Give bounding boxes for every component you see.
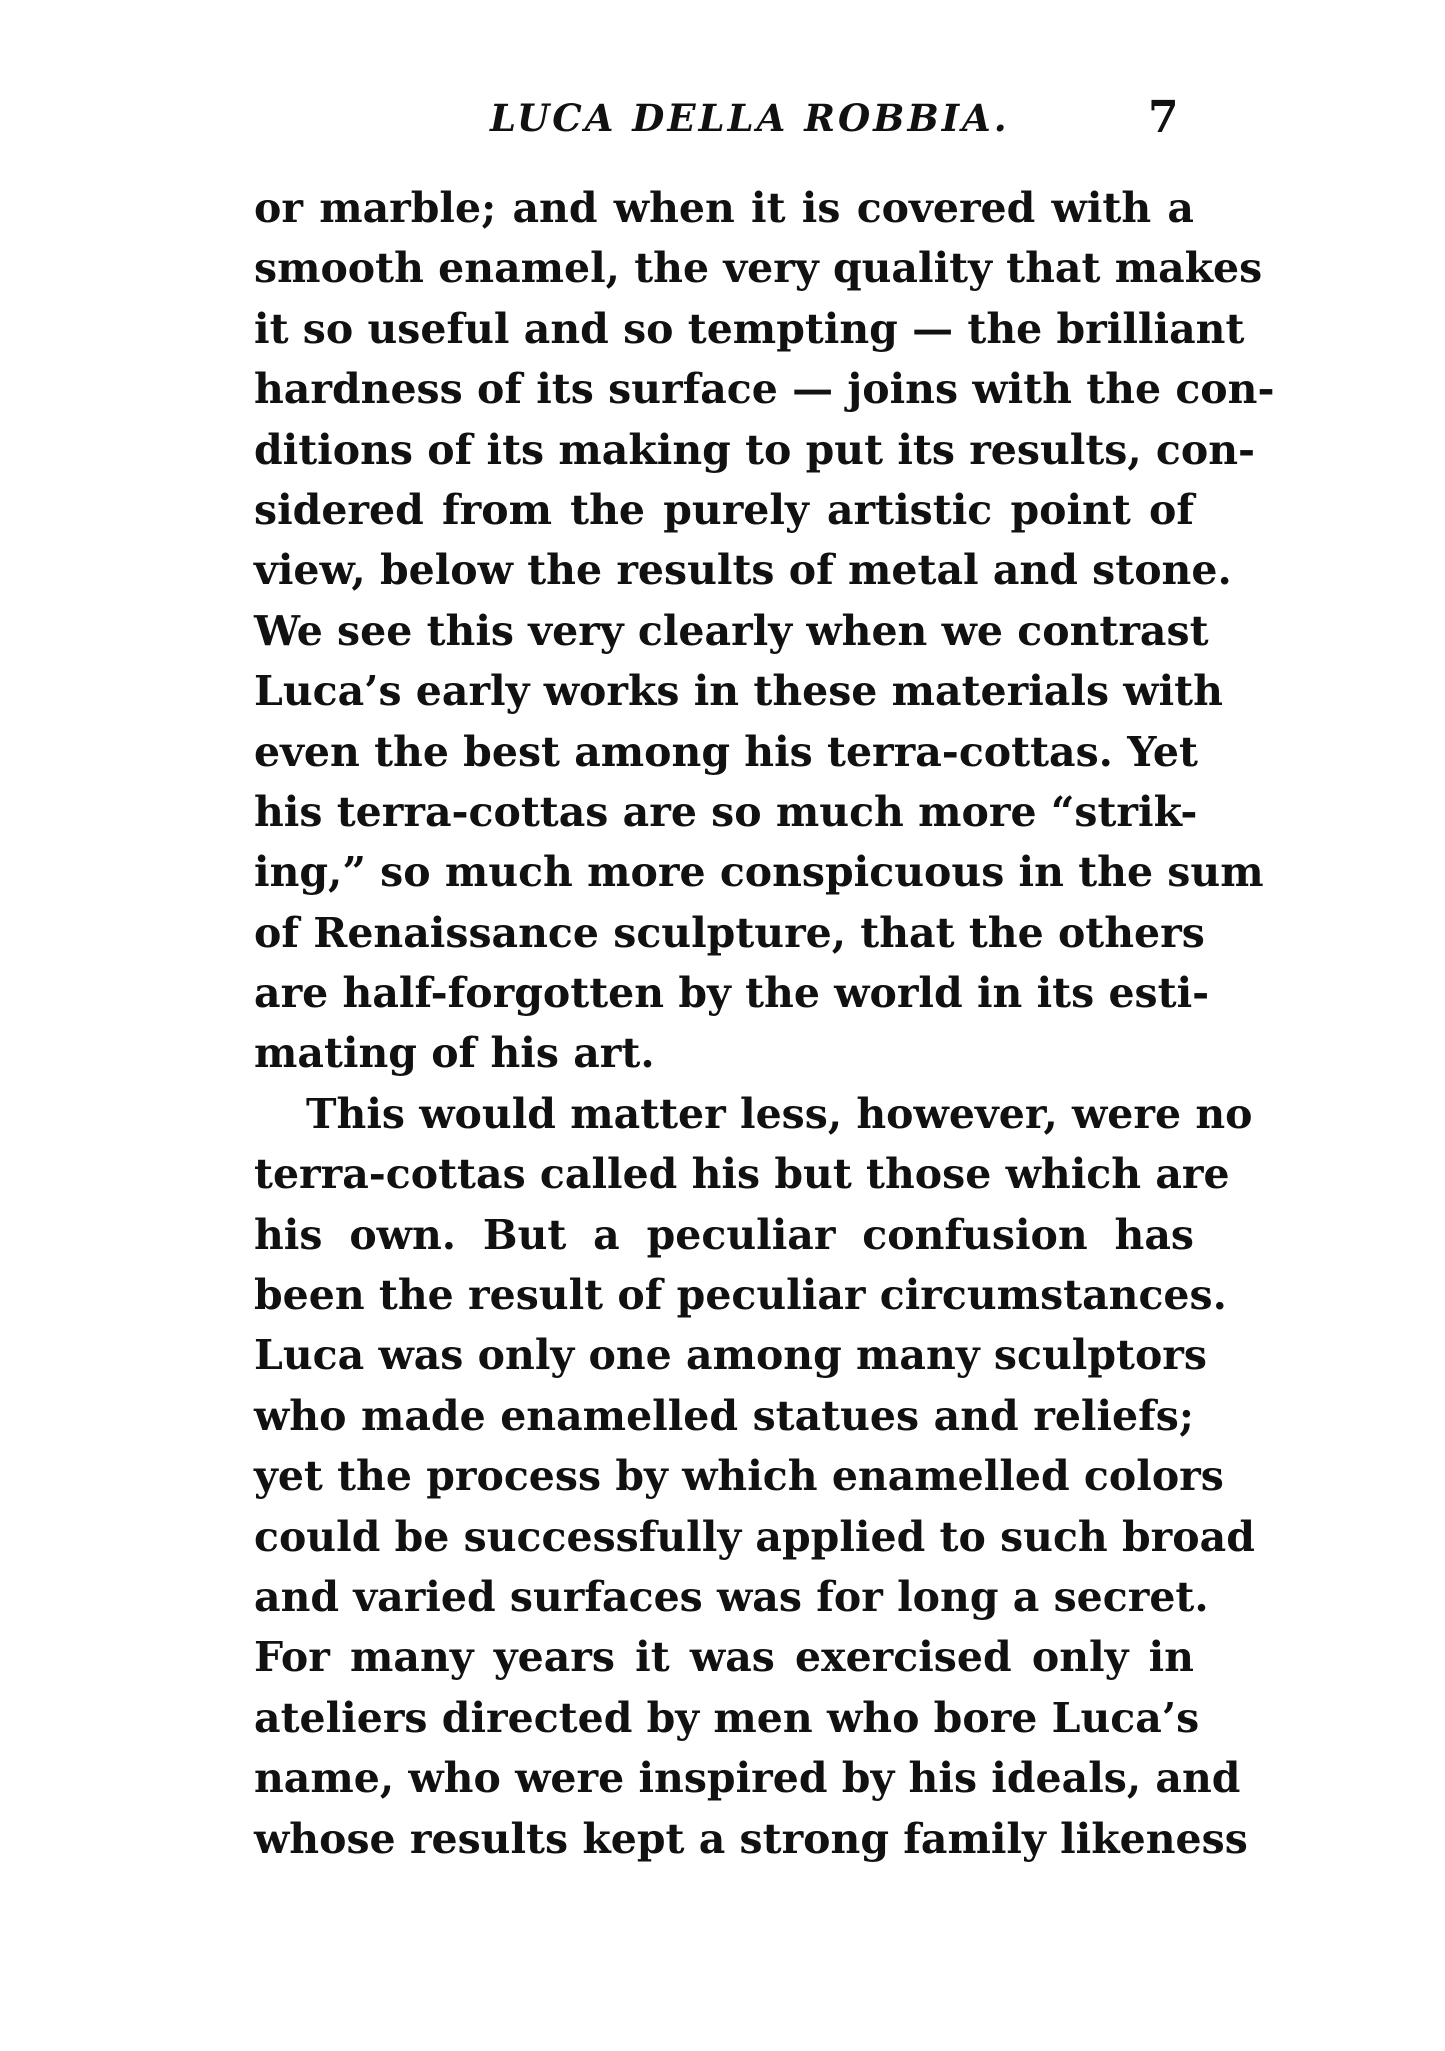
text-line: even the best among his terra-cottas. Yet — [254, 727, 1198, 776]
text-line: yet the process by which enamelled colors — [254, 1452, 1224, 1501]
body-text — [254, 178, 1275, 1869]
text-line: his own. But a peculiar confusion has — [254, 1210, 1194, 1259]
text-line: terra-cottas called his but those which are — [254, 1150, 1230, 1199]
text-line: ateliers directed by men who bore Luca’s — [254, 1693, 1200, 1742]
text-line: This would matter less, however, were no — [306, 1089, 1253, 1138]
running-title: LUCA DELLA ROBBIA. — [490, 96, 1010, 140]
text-line: ditions of its making to put its results, con- — [254, 425, 1256, 474]
text-line: his terra-cottas are so much more “strik- — [254, 787, 1198, 836]
text-line: We see this very clearly when we contrast — [254, 606, 1209, 655]
text-line: it so useful and so tempting — the brilliant — [254, 304, 1245, 353]
text-line: of Renaissance sculpture, that the others — [254, 908, 1205, 957]
text-line: who made enamelled statues and reliefs; — [254, 1391, 1194, 1440]
text-line: Luca’s early works in these materials with — [254, 667, 1223, 716]
text-line: mating of his art. — [254, 1029, 655, 1078]
text-line: smooth enamel, the very quality that makes — [254, 244, 1263, 293]
text-line: are half-forgotten by the world in its esti- — [254, 969, 1210, 1018]
page-number: 7 — [1148, 92, 1179, 143]
text-line: whose results kept a strong family likeness — [254, 1814, 1248, 1863]
text-line: been the result of peculiar circumstances. — [254, 1271, 1227, 1320]
text-line: name, who were inspired by his ideals, and — [254, 1754, 1241, 1803]
text-line: ing,” so much more conspicuous in the sum — [254, 848, 1264, 897]
text-line: and varied surfaces was for long a secret. — [254, 1572, 1209, 1621]
text-line: or marble; and when it is covered with a — [254, 184, 1194, 232]
text-line: hardness of its surface — joins with the con- — [254, 365, 1275, 414]
text-line: view, below the results of metal and stone. — [254, 546, 1232, 595]
text-line: Luca was only one among many sculptors — [254, 1331, 1207, 1380]
text-line: sidered from the purely artistic point of — [254, 485, 1194, 534]
text-line: For many years it was exercised only in — [254, 1633, 1194, 1682]
text-line: could be successfully applied to such broad — [254, 1512, 1255, 1561]
